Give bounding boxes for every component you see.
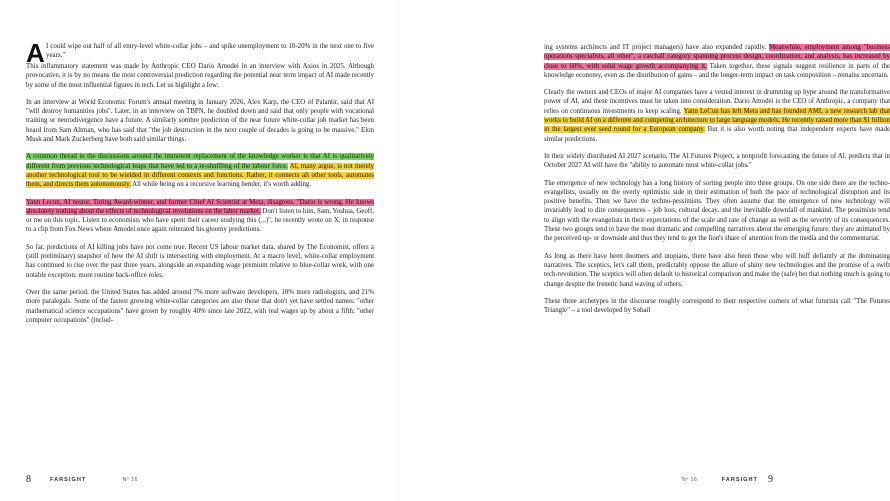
paragraph: In an interview at World Economic Forum's annual meeting in January 2026, Alex Karp, the CEO of Palantir, said that AI "will destroy humanities jobs". Later, in an interview on TBPN, he doubled down and said that only people with vocational training or neurodivergence have a future. A similarly sombre prediction of the near future white-collar job market has been heard from Sam Altman, who has said that "the job destruction in the next couple of decades is going to be massive." Elon Musk and Mark Zuckerberg have both said similar things.: [26, 98, 374, 144]
paragraph: These three archetypes in the discourse roughly correspond to their respective corners of what futurists call "The Futures Triangle" – a tool developed by Sohail: [544, 297, 890, 315]
paragraph: In their widely distributed AI 2027 scenario, The AI Futures Project, a nonprofit forecasting the future of AI, predicts that in October 2027 AI will have the "ability to automate most white-collar jobs.": [544, 152, 890, 170]
paragraph: The emergence of new technology has a long history of sorting people into three groups. On one side there are the techno-evangelists, usually on the overly optimistic side in their estimation of both the pace of technological disruption and its positive benefits. Then we have the techno-pessimists. They often assume that the emergence of new technology will invariably lead to dire consequences – job loss, cultural decay, and the inevitable downfall of mankind. The pessimists tend to align with the evangelists in their expectations of the scale and rate of change as well as the severity of its consequences. These two groups tend to have the most dramatic and compelling narratives about the emerging future; they are animated by the perceived up- or downside and thus they tend to get the lion's share of attention from the media and the commentariat.: [544, 179, 890, 243]
page-number: 9: [768, 474, 773, 485]
issue-number: Nº 16: [682, 477, 698, 483]
right-text-column: [544, 43, 890, 323]
paragraph-tail: Don't listen to him, Sam, Yoshua, Geoff, or me on this topic. Listen to economists who have spent their career studying this (...)", he recently wrote on X, in response to a clip from Fox News where Amodei once again reiterated his gloomy predictions.: [26, 207, 374, 234]
running-footer: [682, 477, 758, 483]
magazine-brand: FARSIGHT: [50, 477, 87, 483]
paragraph-text: ing systems architects and IT project managers) have also expanded rapidly.: [544, 44, 770, 51]
yellow-highlight: Yann LeCun has left Meta and has founded AMI, a new research lab that works to build AI on a different and competing architecture to large language models. He recently raised more than $1 billion in the largest ever seed round for a European company.: [544, 107, 890, 134]
yellow-highlight: AI, many argue, is not merely another technological tool to be wielded in different contexts and functions. Rather, it connects all other tools, automates them, and directs them autonomously.: [26, 162, 374, 189]
lead-quote: I could wipe out half of all entry-level white-collar jobs – and spike unemployment to 10-20% in the next one to five years.": [46, 43, 374, 60]
pink-highlight: Meanwhile, employment among "business operations specialists, all other", a catchall category spanning process design, coordination, and analysis, has increased by close to 60%, with solid wage growth accompanying it.: [544, 44, 890, 70]
paragraph: Over the same period, the United States has added around 7% more software developers, 10% more radiologists, and 21% more paralegals. Some of the fastest growing white-collar categories are also those that don't yet have settled names: "other mathematical science occupations" have grown by roughly 40% since late 2022, with real wages up by about a fifth; "other computer occupations" (includ-: [26, 288, 374, 324]
paragraph-tail: But it is also worth noting that independent experts have made similar predictions.: [544, 126, 890, 143]
highlighted-paragraph: [26, 198, 374, 235]
paragraph: This inflammatory statement was made by Anthropic CEO Dario Amodei in an interview with Axios in 2025. Although provocative, it is by no means the most controversial prediction regarding the potential near term impact of AI made recently by some of the most influential figures in tech. Let us highlight a few:: [26, 63, 374, 89]
green-highlight: A common thread in the discussions around the imminent replacement of the knowledge worker is that AI is qualitatively different from previous technological leaps that have led to a re-shuffling of the labour force.: [26, 153, 374, 170]
left-text-column: [26, 38, 374, 333]
page-number: 8: [26, 474, 31, 485]
highlighted-paragraph: [544, 88, 890, 144]
magazine-brand: FARSIGHT: [721, 477, 758, 483]
highlighted-paragraph: [544, 43, 890, 80]
drop-cap: A: [26, 38, 45, 68]
pink-highlight: Yann Lecun, AI nestor, Turing Award-winner, and former Chief AI Scientist at Meta, disagrees. "Dario is wrong. He knows absolutely nothing about the effects of technological revolutions on the labor market.: [26, 198, 374, 215]
highlighted-paragraph: [26, 152, 374, 189]
paragraph-tail: All while being on a recursive learning bender, it's worth adding.: [130, 181, 312, 189]
opening-paragraph: [26, 38, 374, 68]
left-page: [0, 0, 400, 501]
paragraph-text: Clearly the owners and CEOs of major AI companies have a vested interest in drumming up hype around the transformative power of AI, and these incentives must be taken into consideration. Dario Amodei is the CEO of Anthropic, a company that relies on continuous investments to keep scaling.: [544, 89, 890, 115]
paragraph-tail: Taken together, these signals suggest resilience in parts of the knowledge economy, even as the distribution of gains – and the longer-term impact on task composition – remains uncertain.: [544, 62, 890, 79]
paragraph: So far, predictions of AI killing jobs have not come true. Recent US labour market data, shared by The Economist, offers a (still preliminary) snapshot of how the AI shift is intersecting with employment. At a macro level, white-collar employment has continued to rise over the past three years, alongside an expanding wage premium relative to blue-collar work, with one notable exception: more routine back-office roles.: [26, 243, 374, 279]
running-footer: [50, 477, 138, 483]
paragraph: As long as there have been doomers and utopians, there have also been those who will huff defiantly at the dominating narratives. The sceptics, let's call them, predictably oppose the allure of shiny new technologies and the promise of a swift tech-revolution. The sceptics will often default to historical comparison and make the (safe) bet that nothing much is going to change despite the frenetic hand waving of others.: [544, 252, 890, 288]
issue-number: Nº 16: [122, 477, 138, 483]
right-page: [400, 0, 890, 501]
